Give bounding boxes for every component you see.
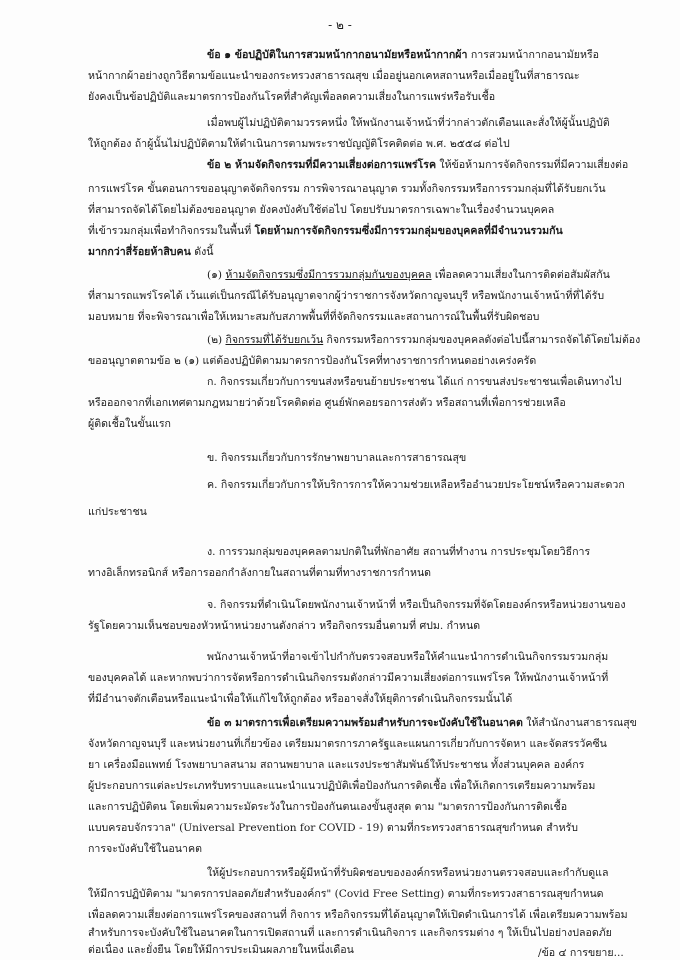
item-kho: ข. กิจกรรมเกี่ยวกับการรักษาพยาบาลและการสาธารณสุข <box>207 452 467 464</box>
item-ka-line-2: หรือออกจากที่เอกเทศตามกฎหมายว่าด้วยโรคติดต่อ ศูนย์พักคอยรอการส่งตัว หรือสถานที่เพื่อการช่วยเหลือ <box>88 397 566 409</box>
article-3-line-7: การจะบังคับใช้ในอนาคต <box>88 843 202 855</box>
article-3-line-2: จังหวัดกาญจนบุรี และหน่วยงานที่เกี่ยวข้อง เตรียมมาตรการภาครัฐและแผนการเกี่ยวกับการจัดหา และจัดสรรวัคซีน <box>88 738 607 750</box>
article-1-heading: ข้อ ๑ ข้อปฏิบัติในการสวมหน้ากากอนามัยหรือหน้ากากผ้า <box>207 49 468 61</box>
article-3-text: ให้สำนักงานสาธารณสุข <box>526 717 637 729</box>
clause-2-1-line-2: ที่สามารถแพร่โรคได้ เว้นแต่เป็นกรณีได้รับอนุญาตจากผู้ว่าราชการจังหวัดกาญจนบุรี หรือพนักงานเจ้าหน้าที่ที่ได้รับ <box>88 290 605 302</box>
item-ngo-line-2: ทางอิเล็กทรอนิกส์ หรือการออกกำลังกายในสถานที่ตามที่ทางราชการกำหนด <box>88 567 432 579</box>
article-3-line-3: ยา เครื่องมือแพทย์ โรงพยาบาลสนาม สถานพยาบาล และแรงประชาสัมพันธ์ให้ประชาชน ทั้งส่วนบุคคล องค์กร <box>88 759 585 771</box>
article-1-line-5: ให้ถูกต้อง ถ้าผู้นั้นไม่ปฏิบัติตามให้ดำเนินการตามพระราชบัญญัติโรคติดต่อ พ.ศ. ๒๕๕๘ ต่อไป <box>88 138 510 150</box>
clause-2-2-line-2: ขออนุญาตตามข้อ ๒ (๑) แต่ต้องปฏิบัติตามมาตรการป้องกันโรคที่ทางราชการกำหนดอย่างเคร่งครัด <box>88 355 537 367</box>
article-1-line-4: เมื่อพบผู้ไม่ปฏิบัติตามวรรคหนึ่ง ให้พนักงานเจ้าหน้าที่ว่ากล่าวตักเตือนและสั่งให้ผู้นั้นปฏิบัติ <box>207 117 610 129</box>
article-2-line-4-text: ที่เข้ารวมกลุ่มเพื่อทำกิจกรรมในพื้นที่ <box>88 225 252 237</box>
article-1-line-3: ยังคงเป็นข้อปฏิบัติและมาตรการป้องกันโรคที่สำคัญเพื่อลดความเสี่ยงในการแพร่หรือรับเชื้อ <box>88 91 496 103</box>
article-1-line-1 <box>207 48 599 62</box>
item-kho2-line-2: แก่ประชาชน <box>88 506 147 518</box>
clause-2-1-line-1 <box>207 268 610 282</box>
article-2-line-4-bold: โดยห้ามการจัดกิจกรรมซึ่งมีการรวมกลุ่มของบุคคลที่มีจำนวนรวมกัน <box>254 225 563 237</box>
item-ka-line-3: ผู้ติดเชื้อในขั้นแรก <box>88 418 171 430</box>
clause-2-2-text: กิจกรรมหรือการรวมกลุ่มของบุคคลดังต่อไปนี้สามารถจัดได้โดยไม่ต้อง <box>326 334 641 346</box>
article-2-line-2: การแพร่โรค ขั้นตอนการขออนุญาตจัดกิจกรรม การพิจารณาอนุญาต รวมทั้งกิจกรรมหรือการรวมกลุ่มที่ได้รับยกเว้น <box>88 183 606 195</box>
officer-line-1: พนักงานเจ้าหน้าที่อาจเข้าไปกำกับตรวจสอบหรือให้คำแนะนำการดำเนินกิจกรรมรวมกลุ่ม <box>207 651 609 663</box>
item-kho2-line-1: ค. กิจกรรมเกี่ยวกับการให้บริการการให้ความช่วยเหลือหรืออำนวยประโยชน์หรือความสะดวก <box>207 479 625 491</box>
article-2-line-4 <box>88 224 563 238</box>
article-3-line-4: ผู้ประกอบการแต่ละประเภทรับทราบและแนะนำแนวปฏิบัติเพื่อป้องกันการติดเชื้อ เพื่อให้เกิดการเตรียมความพร้อม <box>88 780 596 792</box>
measure-line-3: เพื่อลดความเสี่ยงต่อการแพร่โรคของสถานที่ กิจการ หรือกิจกรรมที่ได้อนุญาตให้เปิดดำเนินการได้ เพื่อเตรียมความพร้อม <box>88 909 628 921</box>
clause-2-1-title: ห้ามจัดกิจกรรมซึ่งมีการรวมกลุ่มกันของบุคคล <box>225 269 432 281</box>
clause-2-1-text: เพื่อลดความเสี่ยงในการติดต่อสัมผัสกัน <box>434 269 610 281</box>
article-1-line-2: หน้ากากผ้าอย่างถูกวิธีตามข้อแนะนำของกระทรวงสาธารณสุข เมื่ออยู่นอกเคหสถานหรือเมื่ออยู่ในที่สาธารณะ <box>88 70 580 82</box>
article-2-text: ให้ข้อห้ามการจัดกิจกรรมที่มีความเสี่ยงต่อ <box>439 159 629 171</box>
article-3-line-5: และการปฏิบัติตน โดยเพิ่มความระมัดระวังในการป้องกันตนเองขั้นสูงสุด ตาม "มาตรการป้องกันการติดเชื้อ <box>88 801 568 813</box>
clause-2-1-number: (๑) <box>207 269 222 281</box>
clause-2-2-title: กิจกรรมที่ได้รับยกเว้น <box>225 334 324 346</box>
article-3-line-1 <box>207 716 637 730</box>
article-2-line-5 <box>88 245 214 259</box>
article-2-line-5-text: ดังนี้ <box>194 246 214 258</box>
measure-line-4: สำหรับการจะบังคับใช้ในอนาคตในการเปิดสถานที่ และการดำเนินกิจการ และกิจกรรมต่าง ๆ ให้เป็นไปอย่างปลอดภัย <box>88 927 612 939</box>
measure-line-2: ให้มีการปฏิบัติตาม "มาตรการปลอดภัยสำหรับองค์กร" (Covid Free Setting) ตามที่กระทรวงสาธารณสุขกำหนด <box>88 888 604 900</box>
article-2-heading: ข้อ ๒ ห้ามจัดกิจกรรมที่มีความเสี่ยงต่อการแพร่โรค <box>207 159 437 171</box>
officer-line-2: ของบุคคลได้ และหากพบว่าการจัดหรือการดำเนินกิจกรรมดังกล่าวมีความเสี่ยงต่อการแพร่โรค ให้พนักงานเจ้าหน้าที่ <box>88 672 609 684</box>
clause-2-1-line-3: มอบหมาย ที่จะพิจารณาเพื่อให้เหมาะสมกับสภาพพื้นที่ที่จัดกิจกรรมและสถานการณ์ในพื้นที่รับผิดชอบ <box>88 311 540 323</box>
page-number: - ๒ - <box>328 18 352 32</box>
article-2-line-1 <box>207 158 628 172</box>
clause-2-2-line-1 <box>207 333 640 347</box>
continuation-note: /ข้อ ๔ การขยาย... <box>538 947 624 959</box>
item-cho-line-2: รัฐโดยความเห็นชอบของหัวหน้าหน่วยงานดังกล่าว หรือกิจกรรมอื่นตามที่ ศปม. กำหนด <box>88 620 481 632</box>
measure-line-5: ต่อเนื่อง และยั่งยืน โดยให้มีการประเมินผลภายในหนึ่งเดือน <box>88 944 354 956</box>
article-2-line-3: ที่สามารถจัดได้โดยไม่ต้องขออนุญาต ยังคงบังคับใช้ต่อไป โดยปรับมาตรการเฉพาะในเรื่องจำนวนบุคคล <box>88 204 555 216</box>
article-1-text: การสวมหน้ากากอนามัยหรือ <box>470 49 600 61</box>
article-3-heading: ข้อ ๓ มาตรการเพื่อเตรียมความพร้อมสำหรับการจะบังคับใช้ในอนาคต <box>207 717 523 729</box>
item-ngo-line-1: ง. การรวมกลุ่มของบุคคลตามปกติในที่พักอาศัย สถานที่ทำงาน การประชุมโดยวิธีการ <box>207 546 591 558</box>
article-3-line-6: แบบครอบจักรวาล" (Universal Prevention for COVID - 19) ตามที่กระทรวงสาธารณสุขกำหนด สำหรับ <box>88 822 578 834</box>
officer-line-3: ที่มีอำนาจตักเตือนหรือแนะนำเพื่อให้แก้ไขให้ถูกต้อง หรืออาจสั่งให้ยุติการดำเนินกิจกรรมนั้นได้ <box>88 693 513 705</box>
item-cho-line-1: จ. กิจกรรมที่ดำเนินโดยพนักงานเจ้าหน้าที่ หรือเป็นกิจกรรมที่จัดโดยองค์กรหรือหน่วยงานของ <box>207 599 626 611</box>
article-2-line-5-bold: มากกว่าสี่ร้อยห้าสิบคน <box>88 246 191 258</box>
clause-2-2-number: (๒) <box>207 334 223 346</box>
measure-line-1: ให้ผู้ประกอบการหรือผู้มีหน้าที่รับผิดชอบขององค์กรหรือหน่วยงานตรวจสอบและกำกับดูแล <box>207 867 609 879</box>
item-ka-line-1: ก. กิจกรรมเกี่ยวกับการขนส่งหรือขนย้ายประชาชน ได้แก่ การขนส่งประชาชนเพื่อเดินทางไป <box>207 376 622 388</box>
